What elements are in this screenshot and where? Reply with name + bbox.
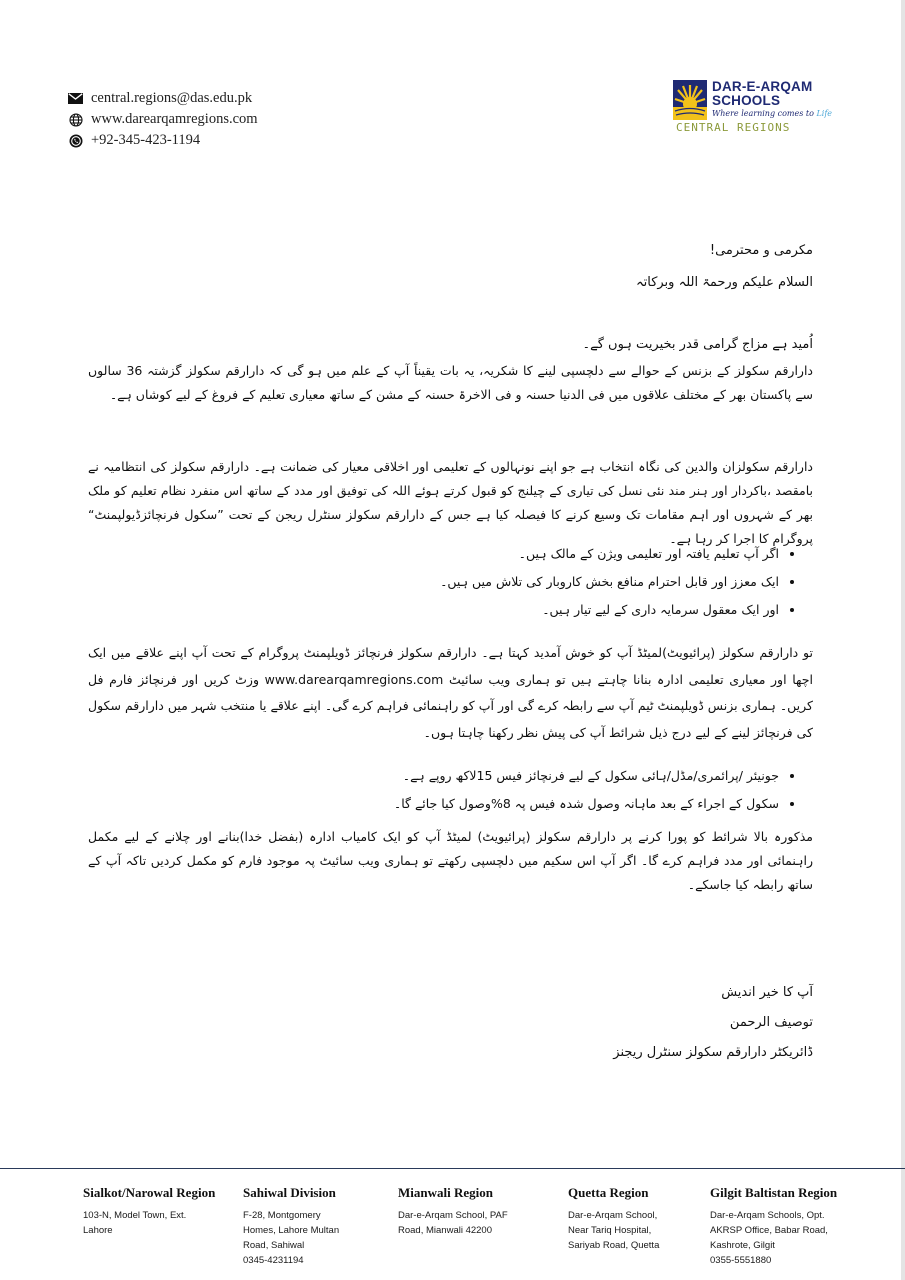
letter-salutation: مکرمی و محترمی! — [709, 243, 813, 258]
region-address-line: 103-N, Model Town, Ext. — [83, 1210, 187, 1221]
region-name: Mianwali Region — [398, 1185, 493, 1200]
contact-email-row — [68, 88, 258, 109]
region-phone: 0355-5551880 — [710, 1255, 772, 1266]
region-quetta — [568, 1185, 703, 1253]
logo-tagline-life: Life — [816, 109, 833, 118]
region-address-line: Dar-e-Arqam School, — [568, 1210, 658, 1221]
region-mianwali — [398, 1185, 558, 1238]
letter-paragraph-4: مذکورہ بالا شرائط کو پورا کرنے پر دارارقم سکولز (پرائیویٹ) لمیٹڈ آپ کو ایک کامیاب ادارہ (بفضل خدا)بنانے اور چلانے کے لیے مکمل راہنمائی اور مدد فراہم کرے گا۔ اگر آپ اس سکیم میں دلچسپی رکھتے تو ہماری ویب سائیٹ پہ موجود فارم کو مکمل کردیں تاکہ آپ کے ساتھ رابطہ کیا جاسکے۔ — [88, 829, 813, 892]
whatsapp-icon — [68, 133, 83, 148]
letter-signatory: توصیف الرحمن — [729, 1015, 813, 1030]
list-item: • ایک معزز اور قابل احترام منافع بخش کاروبار کی تلاش میں ہیں۔ — [120, 568, 779, 596]
globe-icon — [68, 112, 83, 127]
region-sialkot-narowal — [83, 1185, 238, 1238]
region-address-line: Near Tariq Hospital, — [568, 1225, 652, 1236]
region-gilgit-baltistan — [710, 1185, 875, 1268]
page-edge — [901, 0, 905, 1280]
eligibility-list — [120, 540, 797, 624]
region-name: Sialkot/Narowal Region — [83, 1185, 216, 1200]
region-phone: 0345-4231194 — [243, 1255, 304, 1266]
contact-block — [68, 88, 258, 151]
logo-title-line2: SCHOOLS — [712, 93, 781, 108]
logo-tagline-main: Where learning comes to — [712, 109, 817, 118]
region-address-line: Road, Sahiwal — [243, 1240, 305, 1251]
list-item: • اگر آپ تعلیم یافتہ اور تعلیمی ویژن کے مالک ہیں۔ — [120, 540, 779, 568]
region-address-line: Kashrote, Gilgit — [710, 1240, 775, 1251]
logo-title-line1: DAR-E-ARQAM — [712, 79, 813, 94]
region-address-line: F-28, Montgomery — [243, 1210, 321, 1221]
list-item: • اور ایک معقول سرمایہ داری کے لیے تیار ہیں۔ — [120, 596, 779, 624]
region-name: Sahiwal Division — [243, 1185, 336, 1200]
sun-emblem-icon — [673, 80, 707, 120]
letter-paragraph-2: دارارقم سکولزان والدین کی نگاہ انتخاب ہے جو اپنے نونہالوں کے تعلیمی اور اخلاقی معیار کی ضمانت ہے۔ دارارقم سکولز کی انتظامیہ نے بامقصد ،باکردار اور ہنر مند نئی نسل کی تیاری کے چیلنج کو قبول کرتے ہوئے اللہ کی توفیق اور مدد کے ساتھ اس منفرد نظام تعلیم کو ملک بھر کے شہروں اور اہم مقامات تک وسیع کرنے کا فیصلہ کیا ہے جس کے دارارقم سکولز سنٹرل ریجن کے تحت ”سکول فرنچائزڈیولپمنٹ“ پروگرام کا اجرا کر رہا ہے۔ — [88, 459, 813, 546]
dar-e-arqam-logo — [673, 80, 833, 136]
letter-intro: اُمید ہے مزاج گرامی قدر بخیریت ہوں گے۔ — [582, 337, 813, 352]
contact-website-row — [68, 109, 258, 130]
letter-closing: آپ کا خیر اندیش — [721, 985, 813, 1000]
letter-paragraph-1: دارارقم سکولز کے بزنس کے حوالے سے دلچسپی لینے کا شکریہ، یہ بات یقیناً آپ کے علم میں ہو گی کہ دارارقم سکولز گزشتہ 36 سالوں سے پاکستان بھر کے مختلف علاقوں میں فی الدنیا حسنہ و فی الاخرۃ حسنہ کے مشن کے ساتھ معیاری تعلیم کے فروغ کے لیے کوشاں ہے۔ — [88, 363, 814, 402]
list-item: • جونیئر /پرائمری/مڈل/ہائی سکول کے لیے فرنچائز فیس 15لاکھ روپے ہے۔ — [120, 762, 779, 790]
contact-phone[interactable]: +92-345-423-1194 — [91, 132, 201, 148]
contact-phone-row — [68, 130, 258, 151]
region-address-line: AKRSP Office, Babar Road, — [710, 1225, 828, 1236]
region-sahiwal — [243, 1185, 388, 1268]
contact-email[interactable]: central.regions@das.edu.pk — [91, 90, 253, 106]
region-address-line: Lahore — [83, 1225, 113, 1236]
list-item: • سکول کے اجراء کے بعد ماہانہ وصول شدہ فیس پہ 8%وصول کیا جائے گا۔ — [120, 790, 779, 818]
footer-divider — [0, 1168, 905, 1169]
terms-list — [120, 762, 797, 818]
region-name: Quetta Region — [568, 1185, 649, 1200]
region-address-line: Dar-e-Arqam School, PAF — [398, 1210, 508, 1221]
letter-greeting: السلام علیکم ورحمۃ اللہ وبرکاتہ — [636, 275, 813, 290]
region-address-line: Road, Mianwali 42200 — [398, 1225, 493, 1236]
region-address-line: Dar-e-Arqam Schools, Opt. — [710, 1210, 825, 1221]
letter-designation: ڈائریکٹر دارارقم سکولز سنٹرل ریجنز — [613, 1045, 813, 1060]
region-address-line: Sariyab Road, Quetta — [568, 1240, 660, 1251]
contact-website[interactable]: www.darearqamregions.com — [91, 111, 258, 127]
envelope-icon — [68, 91, 83, 106]
region-name: Gilgit Baltistan Region — [710, 1185, 838, 1200]
region-address-line: Homes, Lahore Multan — [243, 1225, 340, 1236]
logo-tagline — [712, 109, 832, 118]
logo-subtitle: CENTRAL REGIONS — [676, 121, 791, 134]
letter-paragraph-3: تو دارارقم سکولز (پرائیویٹ)لمیٹڈ آپ کو خوش آمدید کہتا ہے۔ دارارقم سکولز فرنچائز ڈویلپمنٹ پروگرام کے تحت آپ اپنے علاقے میں ایک اچھا اور معیاری تعلیمی ادارہ بنانا چاہتے ہیں تو ہماری ویب سائیٹ www.darearqamregions.com وزٹ کریں اور فرنچائز فارم فل کریں۔ ہماری بزنس ڈویلپمنٹ ٹیم آپ سے رابطہ کرے گی اور آپ کو راہنمائی فراہم کرے گی۔ اپنے علاقے یا منتخب شہر میں دارارقم سکول کی فرنچائز لینے کے لیے درج ذیل شرائط آپ کی پیش نظر رکھنا چاہتا ہوں۔ — [88, 645, 813, 740]
